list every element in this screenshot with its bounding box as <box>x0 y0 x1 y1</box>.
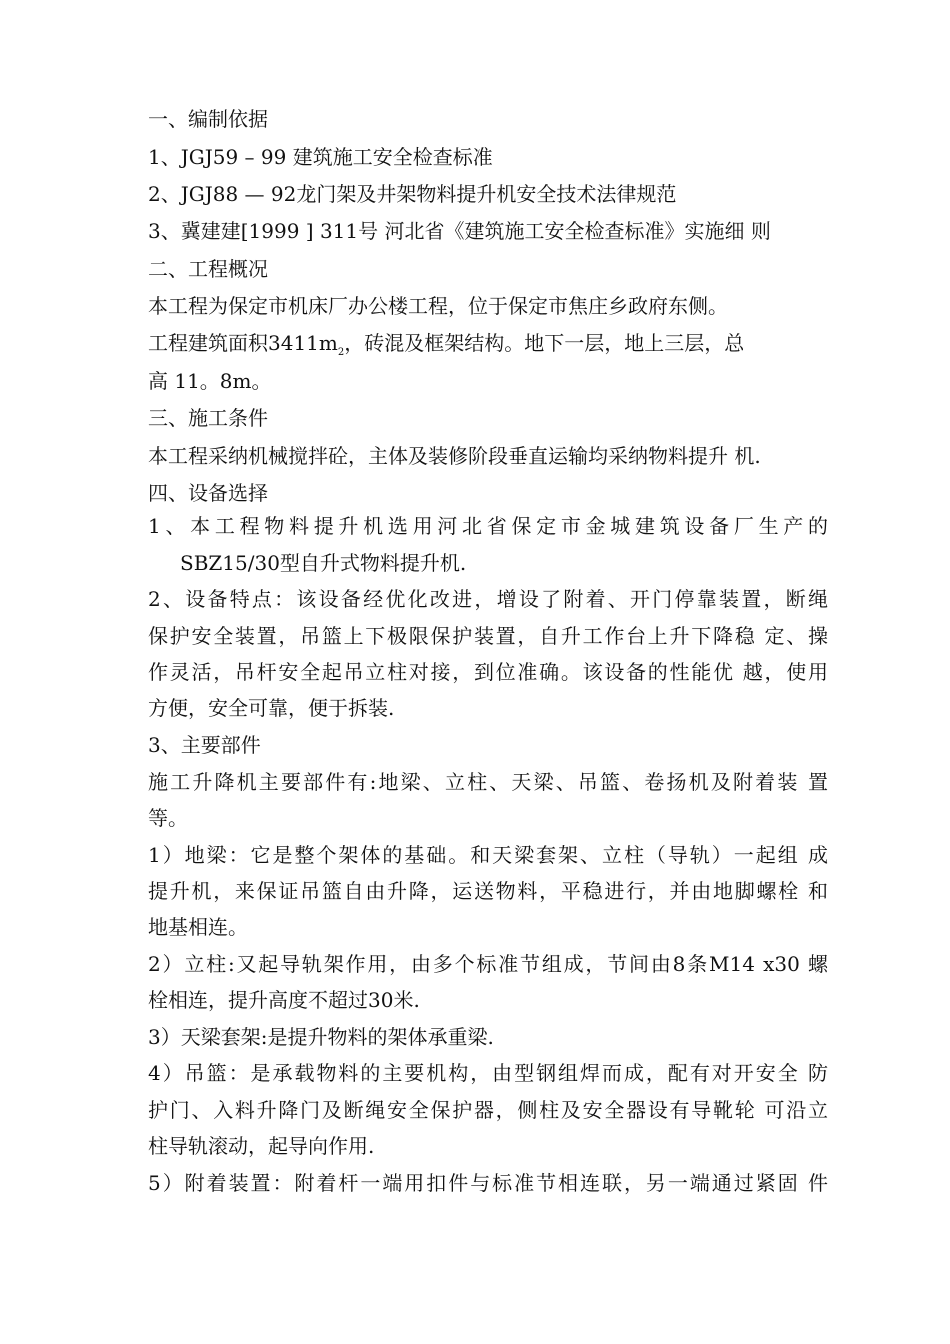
equipment-item-1-line-1: 1、本工程物料提升机选用河北省保定市金城建筑设备厂生产的 <box>148 514 828 538</box>
ground-beam-line-1: 1）地梁：它是整个架体的基础。和天梁套架、立柱（导轨）一起组 成 <box>148 843 828 867</box>
conditions-paragraph-line: 本工程采纳机械搅拌砼，主体及装修阶段垂直运输均采纳物料提升 机. <box>148 444 761 468</box>
basis-item-3: 3、冀建建[1999 ] 311号 河北省《建筑施工安全检查标准》实施细 则 <box>148 219 771 243</box>
features-line-3: 作灵活，吊杆安全起吊立柱对接，到位准确。该设备的性能优 越，使用 <box>148 660 828 684</box>
basis-item-2: 2、JGJ88 — 92龙门架及井架物料提升机安全技术法律规范 <box>148 182 677 206</box>
top-beam-line: 3）天梁套架:是提升物料的架体承重梁. <box>148 1025 494 1049</box>
features-line-1: 2、设备特点：该设备经优化改进，增设了附着、开门停靠装置，断绳 <box>148 587 828 611</box>
section-heading-equipment: 四、设备选择 <box>148 481 268 505</box>
features-line-2: 保护安全装置，吊篮上下极限保护装置，自升工作台上升下降稳 定、操 <box>148 624 828 648</box>
cage-line-2: 护门、入料升降门及断绳安全保护器，侧柱及安全器设有导靴轮 可沿立 <box>148 1098 828 1122</box>
area-unit-exponent: 2 <box>337 347 345 358</box>
column-line-1: 2）立柱:又起导轨架作用，由多个标准节组成，节间由8条M14 x30 螺 <box>148 952 828 976</box>
section-heading-conditions: 三、施工条件 <box>148 406 268 430</box>
cage-line-3: 柱导轨滚动，起导向作用. <box>148 1134 375 1158</box>
overview-paragraph-line: 本工程为保定市机床厂办公楼工程，位于保定市焦庄乡政府东侧。 <box>148 294 728 318</box>
components-intro-line-2: 等。 <box>148 806 188 830</box>
ground-beam-line-2: 提升机，来保证吊篮自由升降，运送物料，平稳进行，并由地脚螺栓 和 <box>148 879 828 903</box>
equipment-item-1-line-2: SBZ15/30型自升式物料提升机. <box>180 551 467 575</box>
overview-structure-text: ，砖混及框架结构。地下一层，地上三层，总 <box>344 331 745 355</box>
features-line-4: 方便，安全可靠，便于拆装. <box>148 696 395 720</box>
overview-area-text: 工程建筑面积3411m <box>148 331 338 355</box>
attachment-line-1: 5）附着装置：附着杆一端用扣件与标准节相连联，另一端通过紧固 件 <box>148 1171 828 1195</box>
components-heading: 3、主要部件 <box>148 733 261 757</box>
section-heading-basis: 一、编制依据 <box>148 107 268 131</box>
overview-height-line: 高 11。8m。 <box>148 369 272 393</box>
overview-area-line <box>148 330 744 366</box>
components-intro-line-1: 施工升降机主要部件有:地梁、立柱、天梁、吊篮、卷扬机及附着装 置 <box>148 770 828 794</box>
section-heading-overview: 二、工程概况 <box>148 257 268 281</box>
cage-line-1: 4）吊篮：是承载物料的主要机构，由型钢组焊而成，配有对开安全 防 <box>148 1061 828 1085</box>
column-line-2: 栓相连，提升高度不超过30米. <box>148 988 420 1012</box>
basis-item-1: 1、JGJ59 – 99 建筑施工安全检查标准 <box>148 145 493 169</box>
ground-beam-line-3: 地基相连。 <box>148 915 248 939</box>
